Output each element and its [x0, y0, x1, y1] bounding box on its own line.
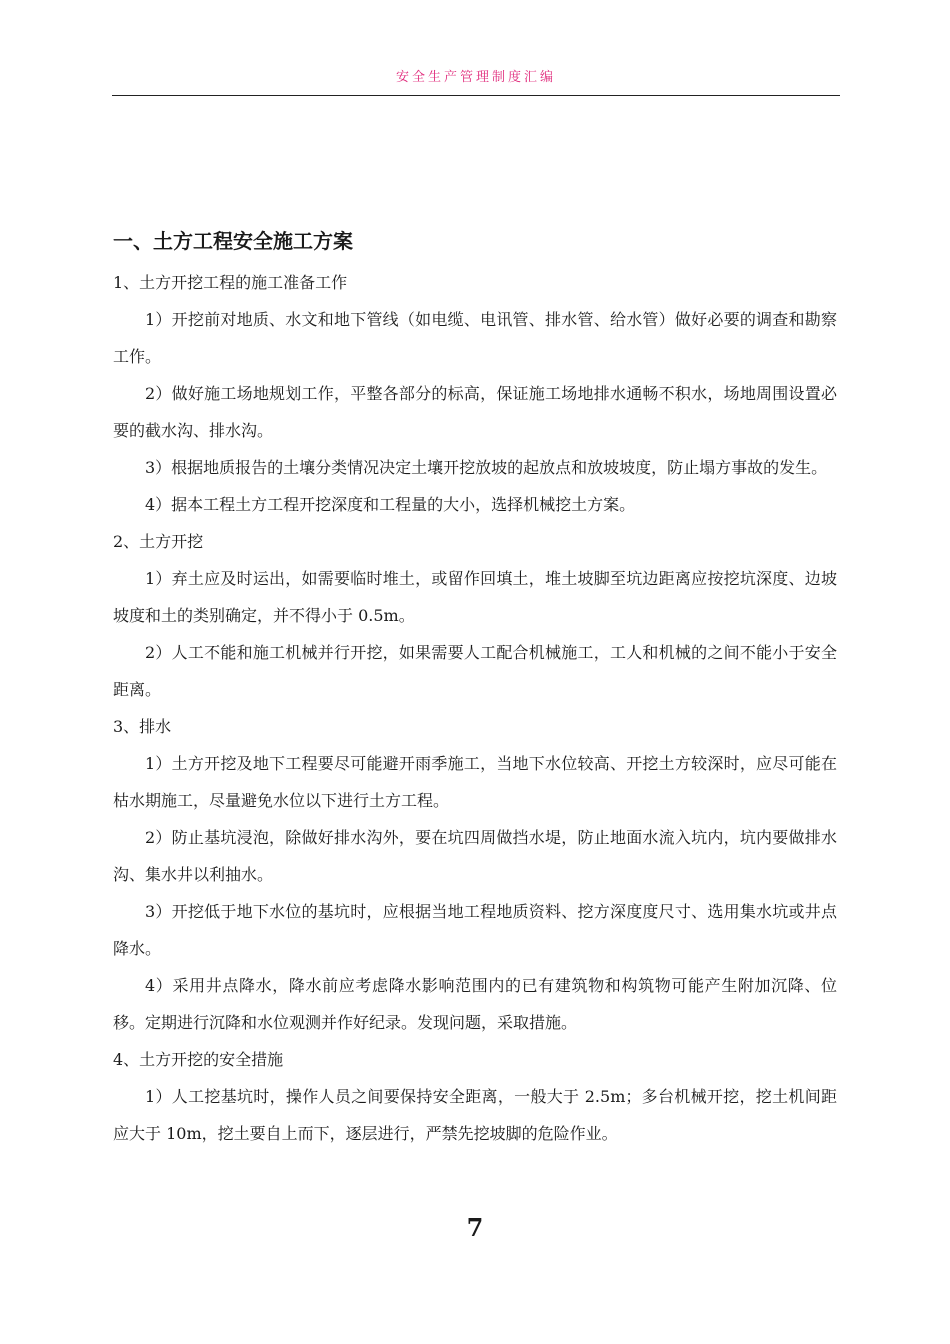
page-content	[113, 222, 837, 1152]
paragraph: 1）开挖前对地质、水文和地下管线（如电缆、电讯管、排水管、给水管）做好必要的调查和勘察工作。	[113, 310, 837, 366]
running-header: 安全生产管理制度汇编	[395, 70, 556, 85]
paragraph: 2）防止基坑浸泡，除做好排水沟外，要在坑四周做挡水堤，防止地面水流入坑内，坑内要做排水沟、集水井以利抽水。	[113, 828, 837, 884]
section-heading: 2、土方开挖	[113, 532, 204, 551]
paragraph: 1）弃土应及时运出，如需要临时堆土，或留作回填土，堆土坡脚至坑边距离应按挖坑深度、边坡坡度和土的类别确定，并不得小于 0.5m。	[113, 569, 837, 625]
paragraph: 2）做好施工场地规划工作，平整各部分的标高，保证施工场地排水通畅不积水，场地周围设置必要的截水沟、排水沟。	[113, 384, 837, 440]
paragraph: 1）土方开挖及地下工程要尽可能避开雨季施工，当地下水位较高、开挖土方较深时，应尽可能在枯水期施工，尽量避免水位以下进行土方工程。	[113, 754, 837, 810]
chapter-title: 一、土方工程安全施工方案	[113, 229, 353, 253]
paragraph: 3）根据地质报告的土壤分类情况决定土壤开挖放坡的起放点和放坡坡度，防止塌方事故的发生。	[145, 458, 828, 477]
paragraph: 4）据本工程土方工程开挖深度和工程量的大小，选择机械挖土方案。	[145, 495, 636, 514]
section-heading: 4、土方开挖的安全措施	[113, 1050, 284, 1069]
page-number: 7	[466, 1213, 484, 1242]
paragraph: 1）人工挖基坑时，操作人员之间要保持安全距离，一般大于 2.5m；多台机械开挖，挖土机间距应大于 10m，挖土要自上而下，逐层进行，严禁先挖坡脚的危险作业。	[113, 1087, 837, 1143]
section-heading: 3、排水	[113, 717, 172, 736]
paragraph: 2）人工不能和施工机械并行开挖，如果需要人工配合机械施工，工人和机械的之间不能小于安全距离。	[113, 643, 837, 699]
section-heading: 1、土方开挖工程的施工准备工作	[113, 273, 348, 292]
paragraph: 4）采用井点降水，降水前应考虑降水影响范围内的已有建筑物和构筑物可能产生附加沉降、位移。定期进行沉降和水位观测并作好纪录。发现问题，采取措施。	[113, 976, 837, 1032]
paragraph: 3）开挖低于地下水位的基坑时，应根据当地工程地质资料、挖方深度度尺寸、选用集水坑或井点降水。	[113, 902, 837, 958]
header-rule	[112, 95, 840, 96]
